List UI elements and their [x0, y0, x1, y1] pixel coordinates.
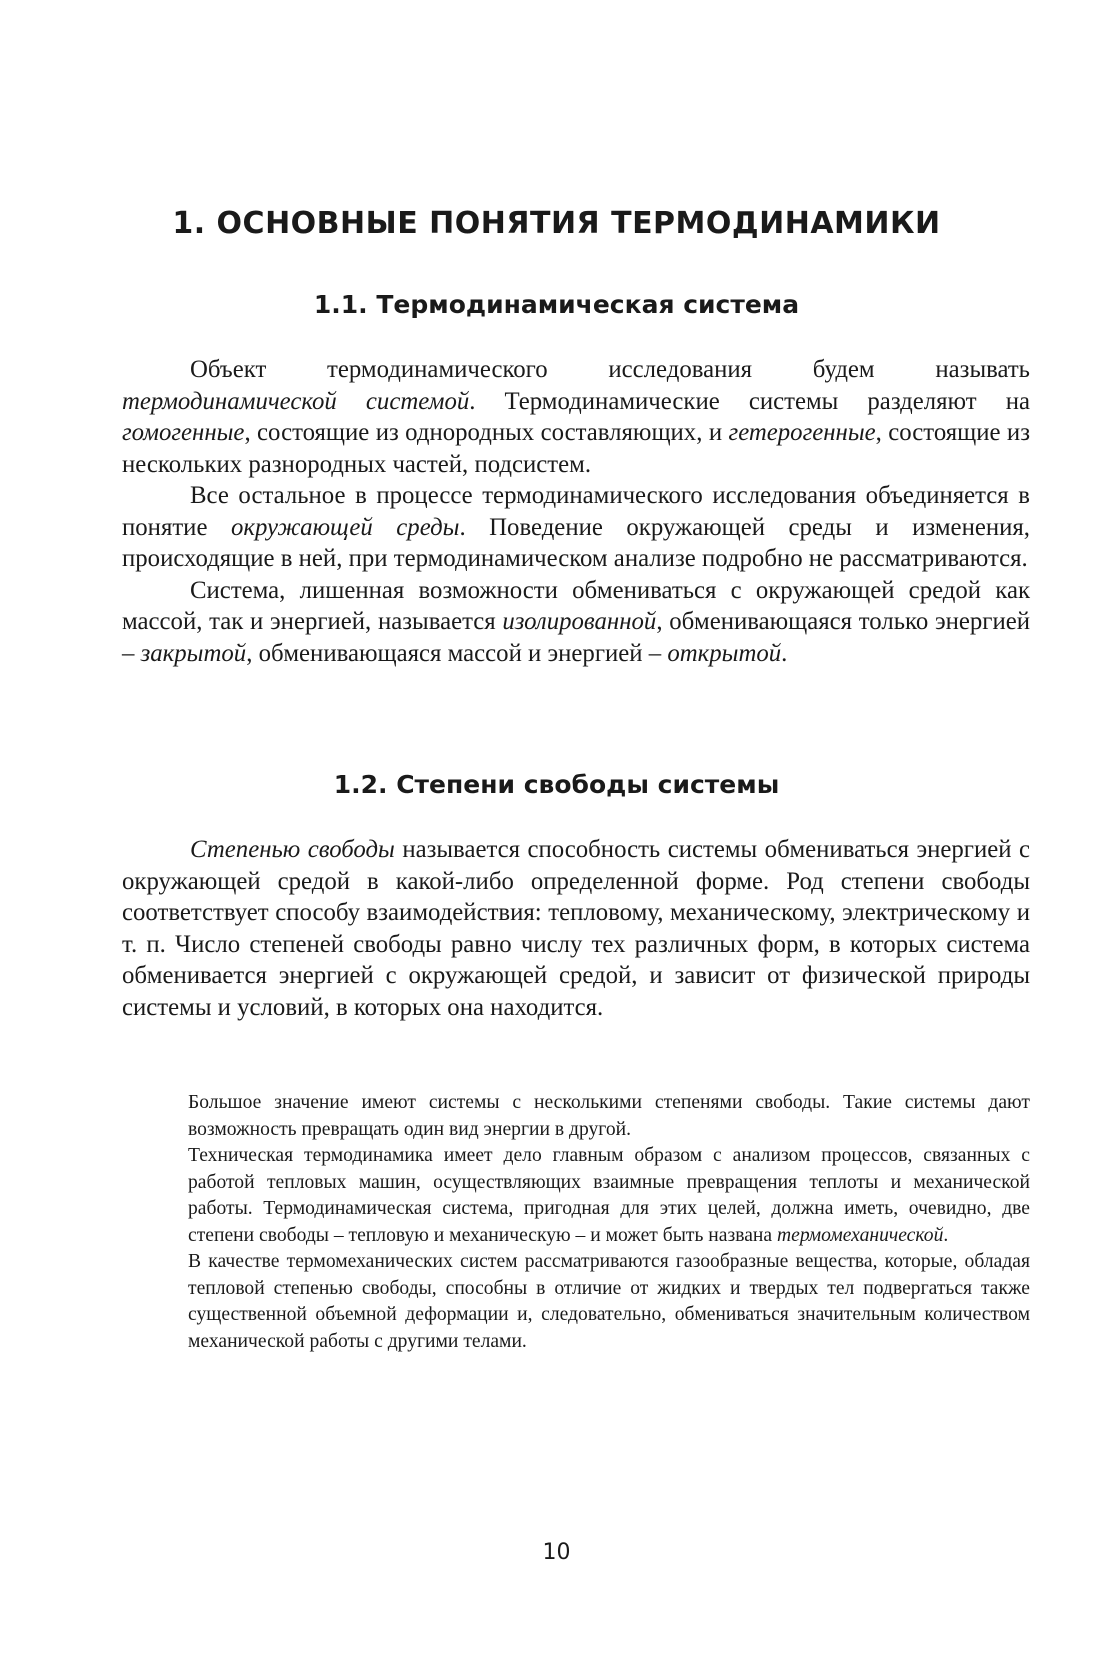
section-title-1-2: 1.2. Степени свободы системы [333, 770, 780, 799]
note-paragraph: В качестве термомеханических систем рассматриваются газообразные вещества, которые, обладая тепловой степенью свободы, способны в отличие от жидких и твердых тел подвергаться также существенной объемной деформации и, следовательно, обмениваться значительным количеством механической работы с другими телами. [188, 1251, 1030, 1352]
section-1-1-body [122, 354, 1030, 669]
paragraph: Система, лишенная возможности обмениваться с окружающей средой как массой, так и энергией, называется изолированной, обменивающаяся только энергией – закрытой, обменивающаяся массой и энергией – открытой. [122, 576, 1030, 667]
page-number: 10 [542, 1540, 571, 1565]
term-degree-of-freedom: Степенью свободы [190, 836, 395, 863]
term-isolated: изолированной [502, 608, 657, 635]
term-thermomechanical: термомеханической [776, 1224, 944, 1246]
note-paragraph: Техническая термодинамика имеет дело главным образом с анализом процессов, связанных с работой тепловых машин, осуществляющих взаимные превращения теплоты и механической работы. Термодинамическая система, пригодная для этих целей, должна иметь, очевидно, две степени свободы – тепловую и механическую – и может быть названа термомеханической. [188, 1145, 1030, 1246]
term-open: открытой [667, 639, 782, 667]
term-closed: закрытой [140, 639, 247, 667]
paragraph: Объект термодинамического исследования будем называть термодинамической системой. Термодинамические системы разделяют на гомогенные, состоящие из однородных составляющих, и гетерогенные, состоящие из нескольких разнородных частей, подсистем. [122, 356, 1031, 478]
section-1-2-body [122, 834, 1030, 1023]
term-environment: окружающей среды [230, 513, 460, 541]
term-heterogeneous: гетерогенные [728, 419, 876, 446]
section-title-1-1: 1.1. Термодинамическая система [313, 290, 800, 319]
term-thermodynamic-system: термодинамической системой [122, 387, 470, 415]
paragraph: Все остальное в процессе термодинамического исследования объединяется в понятие окружающей среды. Поведение окружающей среды и изменения, происходящие в ней, при термодинамическом анализе подробно не рассматриваются. [122, 482, 1030, 572]
paragraph: Степенью свободы называется способность системы обмениваться энергией с окружающей средой в какой-либо определенной форме. Род степени свободы соответствует способу взаимодействия: тепловому, механическому, электрическому и т. п. Число степеней свободы равно числу тех различных форм, в которых система обменивается энергией с окружающей средой, и зависит от физической природы системы и условий, в которых она находится. [122, 836, 1031, 1021]
term-homogeneous: гомогенные [122, 419, 245, 446]
note-paragraph: Большое значение имеют системы с несколькими степенями свободы. Такие системы дают возможность превращать один вид энергии в другой. [188, 1092, 1030, 1140]
chapter-title: 1. ОСНОВНЫЕ ПОНЯТИЯ ТЕРМОДИНАМИКИ [172, 206, 941, 241]
small-print-note [188, 1090, 1030, 1355]
